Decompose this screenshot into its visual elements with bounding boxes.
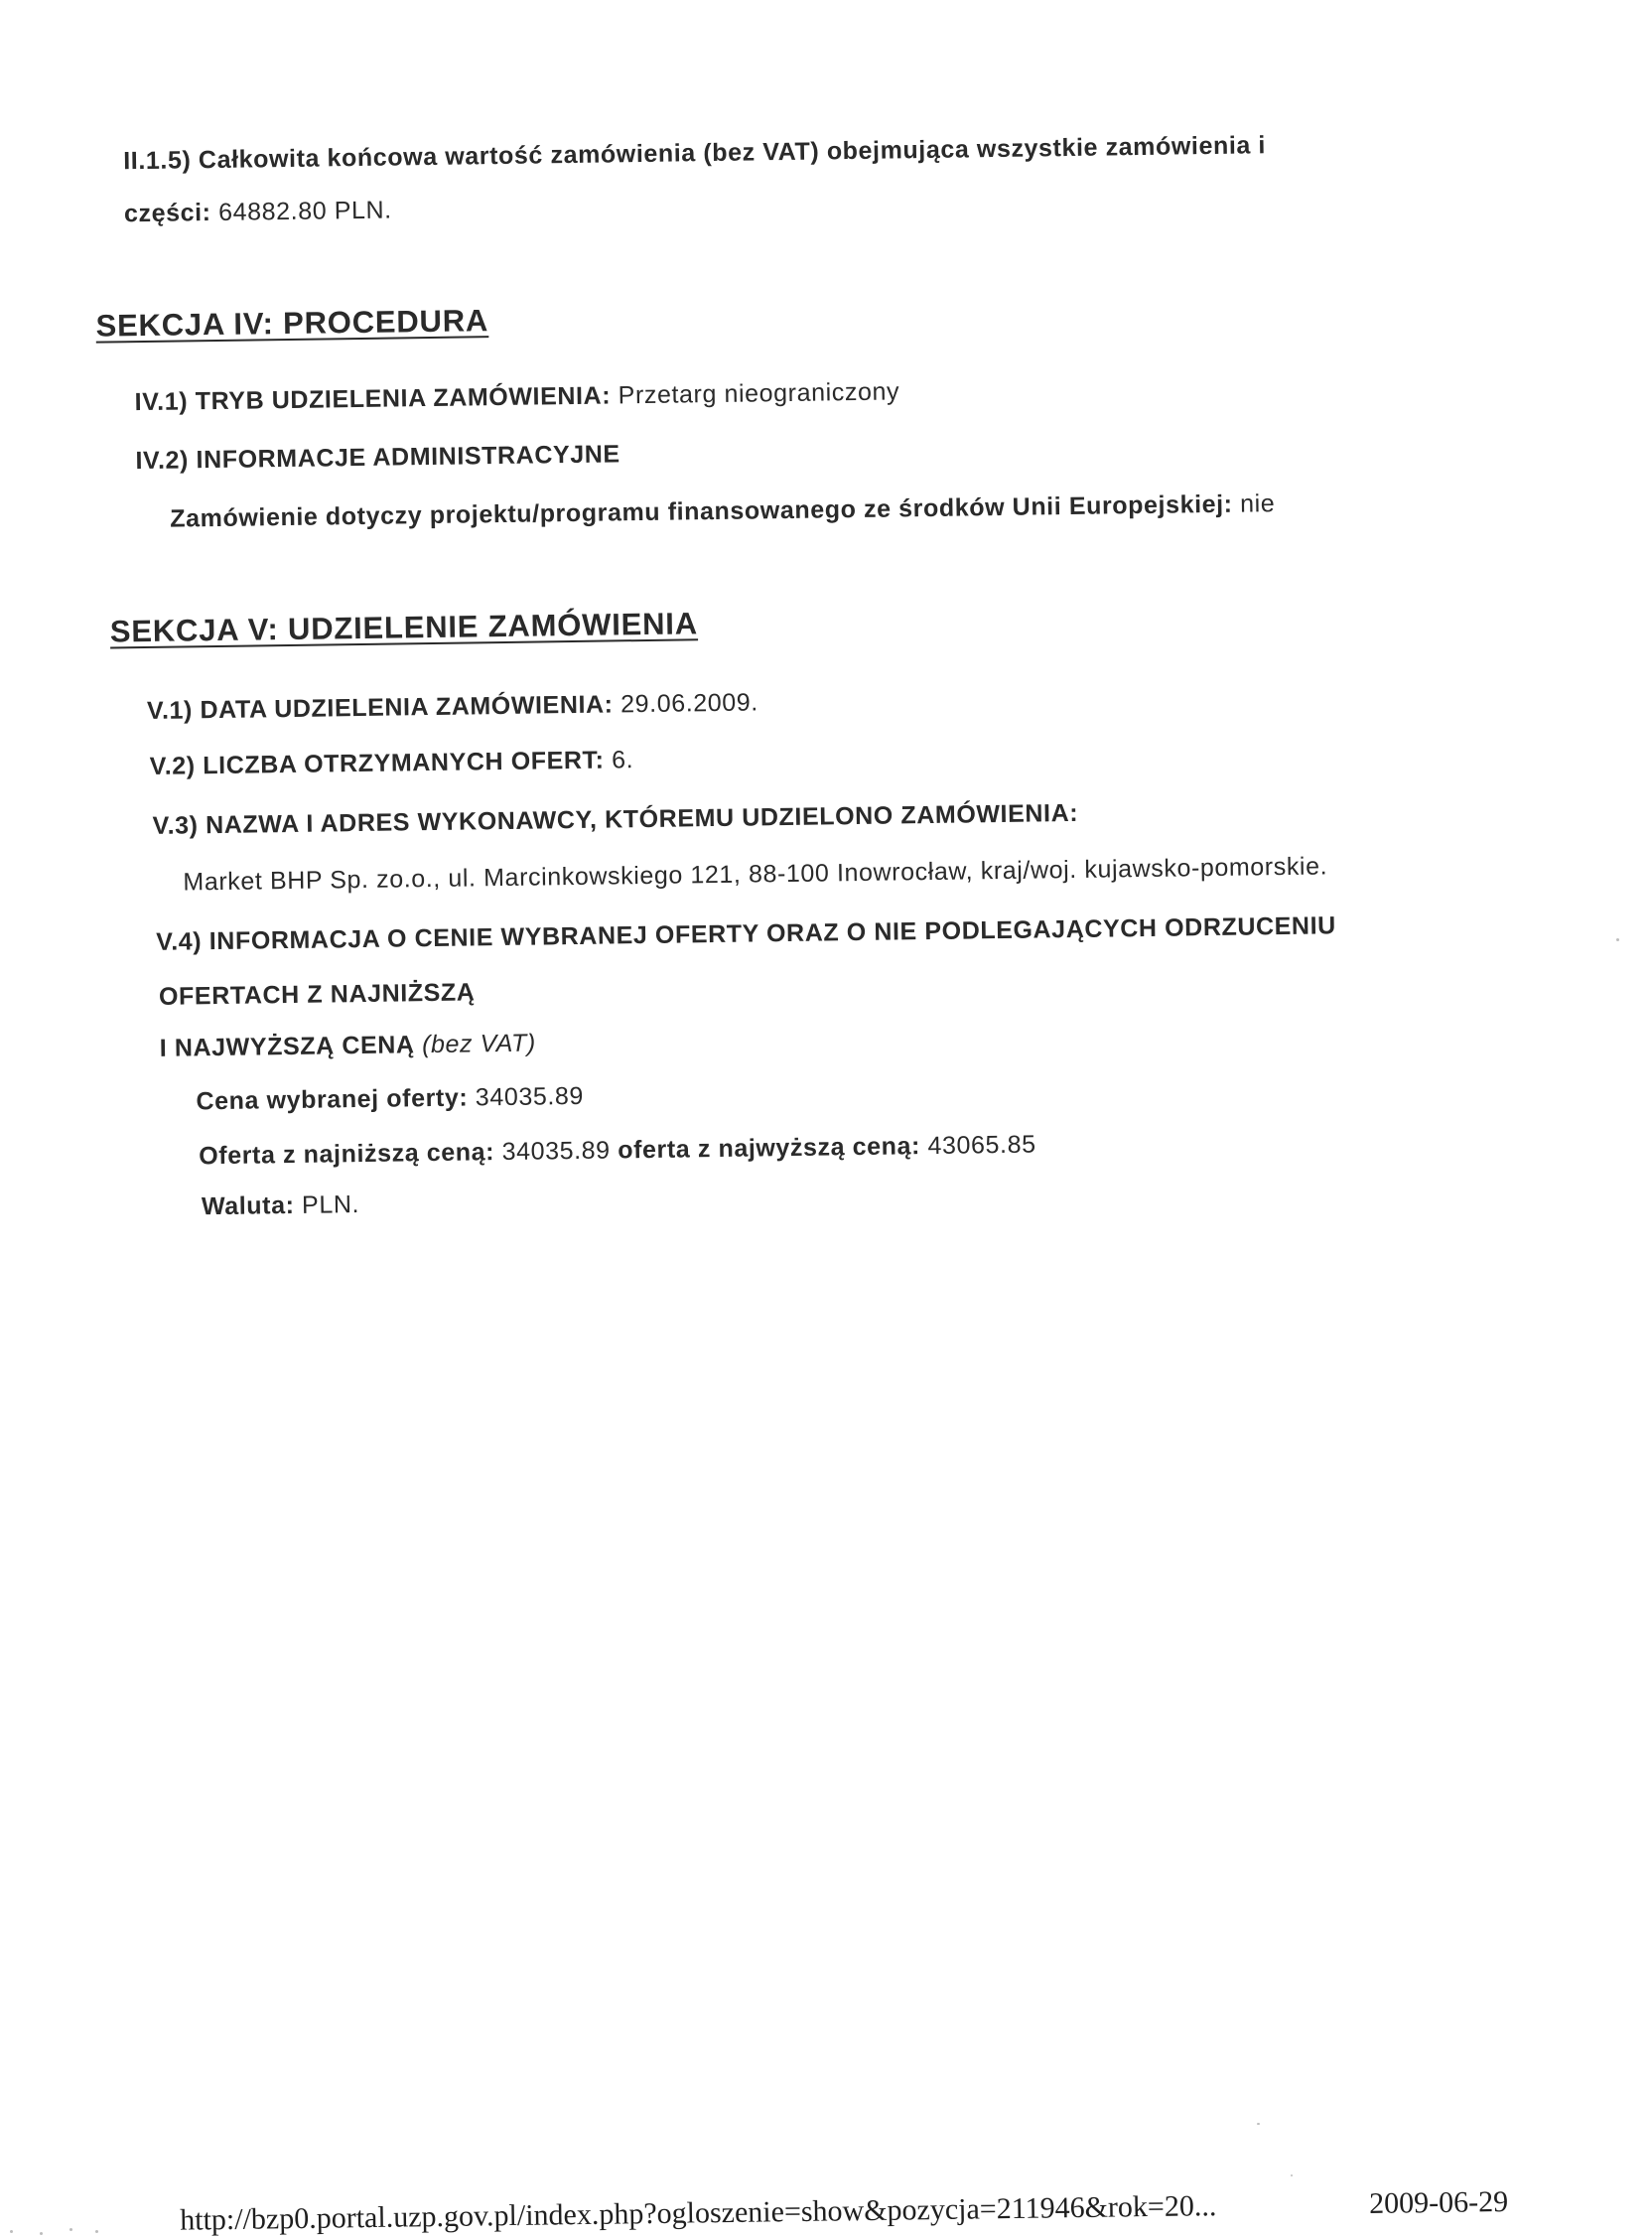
eu-funding-value: nie — [1239, 490, 1276, 518]
price-info-heading-3 — [160, 1030, 536, 1063]
lowest-price-label: Oferta z najniższą ceną: — [199, 1138, 495, 1171]
total-value-line-2 — [124, 197, 392, 229]
total-value-label: części: — [123, 199, 211, 228]
contractor-address: Market BHP Sp. zo.o., ul. Marcinkowskiego 121, 88-100 Inowrocław, kraj/woj. kujawsko-pomorskie. — [183, 852, 1328, 897]
price-info-heading-2: OFERTACH Z NAJNIŻSZĄ — [158, 978, 476, 1011]
procedure-type-label: IV.1) TRYB UDZIELENIA ZAMÓWIENIA: — [134, 381, 612, 417]
contractor-heading: V.3) NAZWA I ADRES WYKONAWCY, KTÓREMU UDZIELONO ZAMÓWIENIA: — [152, 798, 1079, 840]
scan-speck — [1257, 2123, 1260, 2125]
price-info-heading-1: V.4) INFORMACJA O CENIE WYBRANEJ OFERTY ORAZ O NIE PODLEGAJĄCYCH ODRZUCENIU — [156, 911, 1336, 956]
section-iv-heading: SEKCJA IV: PROCEDURA — [95, 303, 489, 344]
procedure-type-value: Przetarg nieograniczony — [618, 377, 900, 410]
admin-info-heading: IV.2) INFORMACJE ADMINISTRACYJNE — [135, 440, 620, 476]
price-info-note: (bez VAT) — [421, 1029, 537, 1059]
footer-url: http://bzp0.portal.uzp.gov.pl/index.php?ogloszenie=show&pozycja=211946&rok=20... — [180, 2189, 1217, 2237]
price-info-label: I NAJWYŻSZĄ CENĄ — [159, 1031, 415, 1062]
scan-speck — [10, 2230, 13, 2233]
highest-price-value: 43065.85 — [927, 1130, 1036, 1161]
scan-speck — [95, 2230, 98, 2233]
highest-price-label: oferta z najwyższą ceną: — [618, 1132, 921, 1165]
award-date-value: 29.06.2009. — [620, 688, 759, 719]
currency — [202, 1190, 359, 1221]
procedure-type — [134, 377, 899, 417]
currency-label: Waluta: — [201, 1190, 295, 1221]
offers-count-value: 6. — [611, 746, 634, 774]
eu-funding-label: Zamówienie dotyczy projektu/programu finansowanego ze środków Unii Europejskiej: — [170, 490, 1233, 533]
lowest-price-value: 34035.89 — [501, 1136, 611, 1167]
selected-offer-value: 34035.89 — [475, 1081, 585, 1112]
scan-speck — [40, 2232, 43, 2235]
scan-speck — [69, 2228, 72, 2231]
award-date-label: V.1) DATA UDZIELENIA ZAMÓWIENIA: — [146, 690, 614, 726]
currency-value: PLN. — [301, 1190, 360, 1219]
scan-speck — [1616, 938, 1619, 941]
selected-offer-label: Cena wybranej oferty: — [196, 1083, 469, 1116]
footer-date: 2009-06-29 — [1368, 2185, 1509, 2220]
lowest-highest-price — [199, 1131, 1036, 1172]
selected-offer-price — [196, 1082, 584, 1116]
eu-funding-line — [170, 490, 1275, 534]
section-v-heading: SEKCJA V: UDZIELENIE ZAMÓWIENIA — [109, 606, 699, 649]
offers-count — [150, 746, 634, 781]
total-value-amount: 64882.80 PLN. — [217, 196, 392, 226]
total-value-line: II.1.5) Całkowita końcowa wartość zamówienia (bez VAT) obejmująca wszystkie zamówienia i — [123, 131, 1267, 176]
offers-count-label: V.2) LICZBA OTRZYMANYCH OFERT: — [149, 746, 605, 780]
award-date — [147, 688, 758, 726]
scan-speck — [1291, 2174, 1293, 2176]
